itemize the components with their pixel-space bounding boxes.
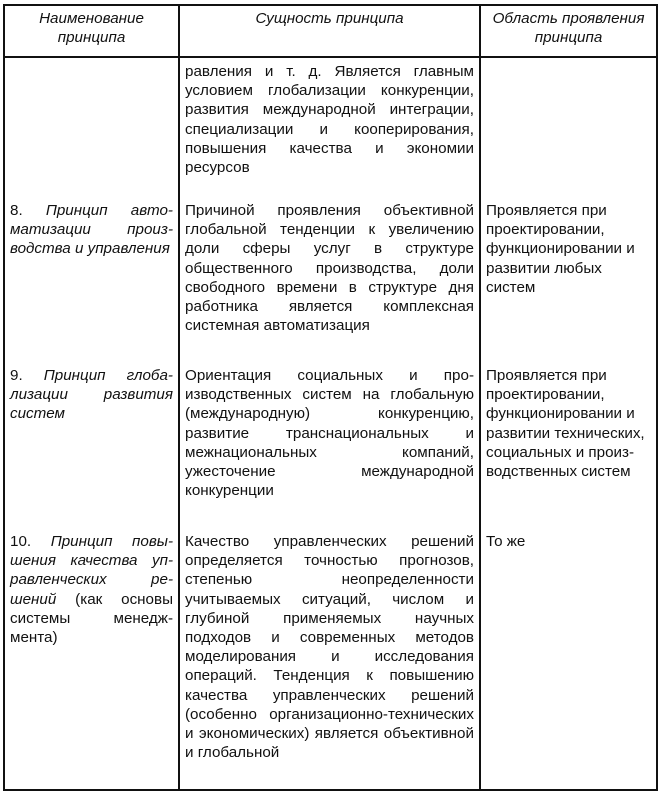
- principle-name: Принцип глобализации развития систем: [10, 367, 173, 423]
- essence-cell: Качество управленческих решений определяется точностью прогнозов, степенью неопределенности учитываемых ситуаций, числом и глубиной применяемых научных подходов и современных методов моделирования и исследования операций. Тенденция к повышению качества управленческих решений (особенно организационно-технических и экономических) является объективной и глобальной: [179, 528, 480, 790]
- area-cell: Проявляется при проектировании, функционировании и развитии технических, социальных и производственных систем: [480, 362, 657, 528]
- table-row: [4, 362, 657, 528]
- principle-name: Принцип автоматизации производства и управления: [10, 202, 173, 258]
- essence-cell: Ориентация социальных и производственных систем на глобальную (международную) конкуренцию, развитие транснациональных и межнациональных компаний, ужесточение международной конкуренции: [179, 362, 480, 528]
- principles-table: [3, 4, 658, 791]
- header-principle-essence: Сущность принципа: [179, 5, 480, 57]
- principle-cell: [4, 57, 179, 197]
- area-cell: Проявляется при проектировании, функционировании и развитии любых систем: [480, 197, 657, 362]
- principle-number: 8.: [10, 202, 23, 219]
- table-row: [4, 57, 657, 197]
- table-row: [4, 528, 657, 790]
- principle-number: 10.: [10, 533, 32, 550]
- principle-cell: [4, 197, 179, 362]
- essence-cell: равления и т. д. Является главным условием глобализации конкуренции, развития международной интеграции, специализации и кооперирования, повышения качества и экономии ресурсов: [179, 57, 480, 197]
- principle-cell: [4, 362, 179, 528]
- area-cell: То же: [480, 528, 657, 790]
- area-cell: [480, 57, 657, 197]
- header-principle-area: Область проявления принципа: [480, 5, 657, 57]
- principle-number: 9.: [10, 367, 23, 384]
- principle-note: (как основы системы менеджмента): [10, 590, 173, 647]
- header-principle-name: Наименование принципа: [4, 5, 179, 57]
- table-row: [4, 197, 657, 362]
- principle-cell: [4, 528, 179, 790]
- principle-name: Принцип повышения качества управленческих решений: [10, 533, 173, 608]
- essence-cell: Причиной проявления объективной глобальной тенденции к увеличению доли сферы услуг в структуре общественного производства, доли свободного времени в структуре дня работника является комплексная системная автоматизация: [179, 197, 480, 362]
- table-header-row: [4, 5, 657, 57]
